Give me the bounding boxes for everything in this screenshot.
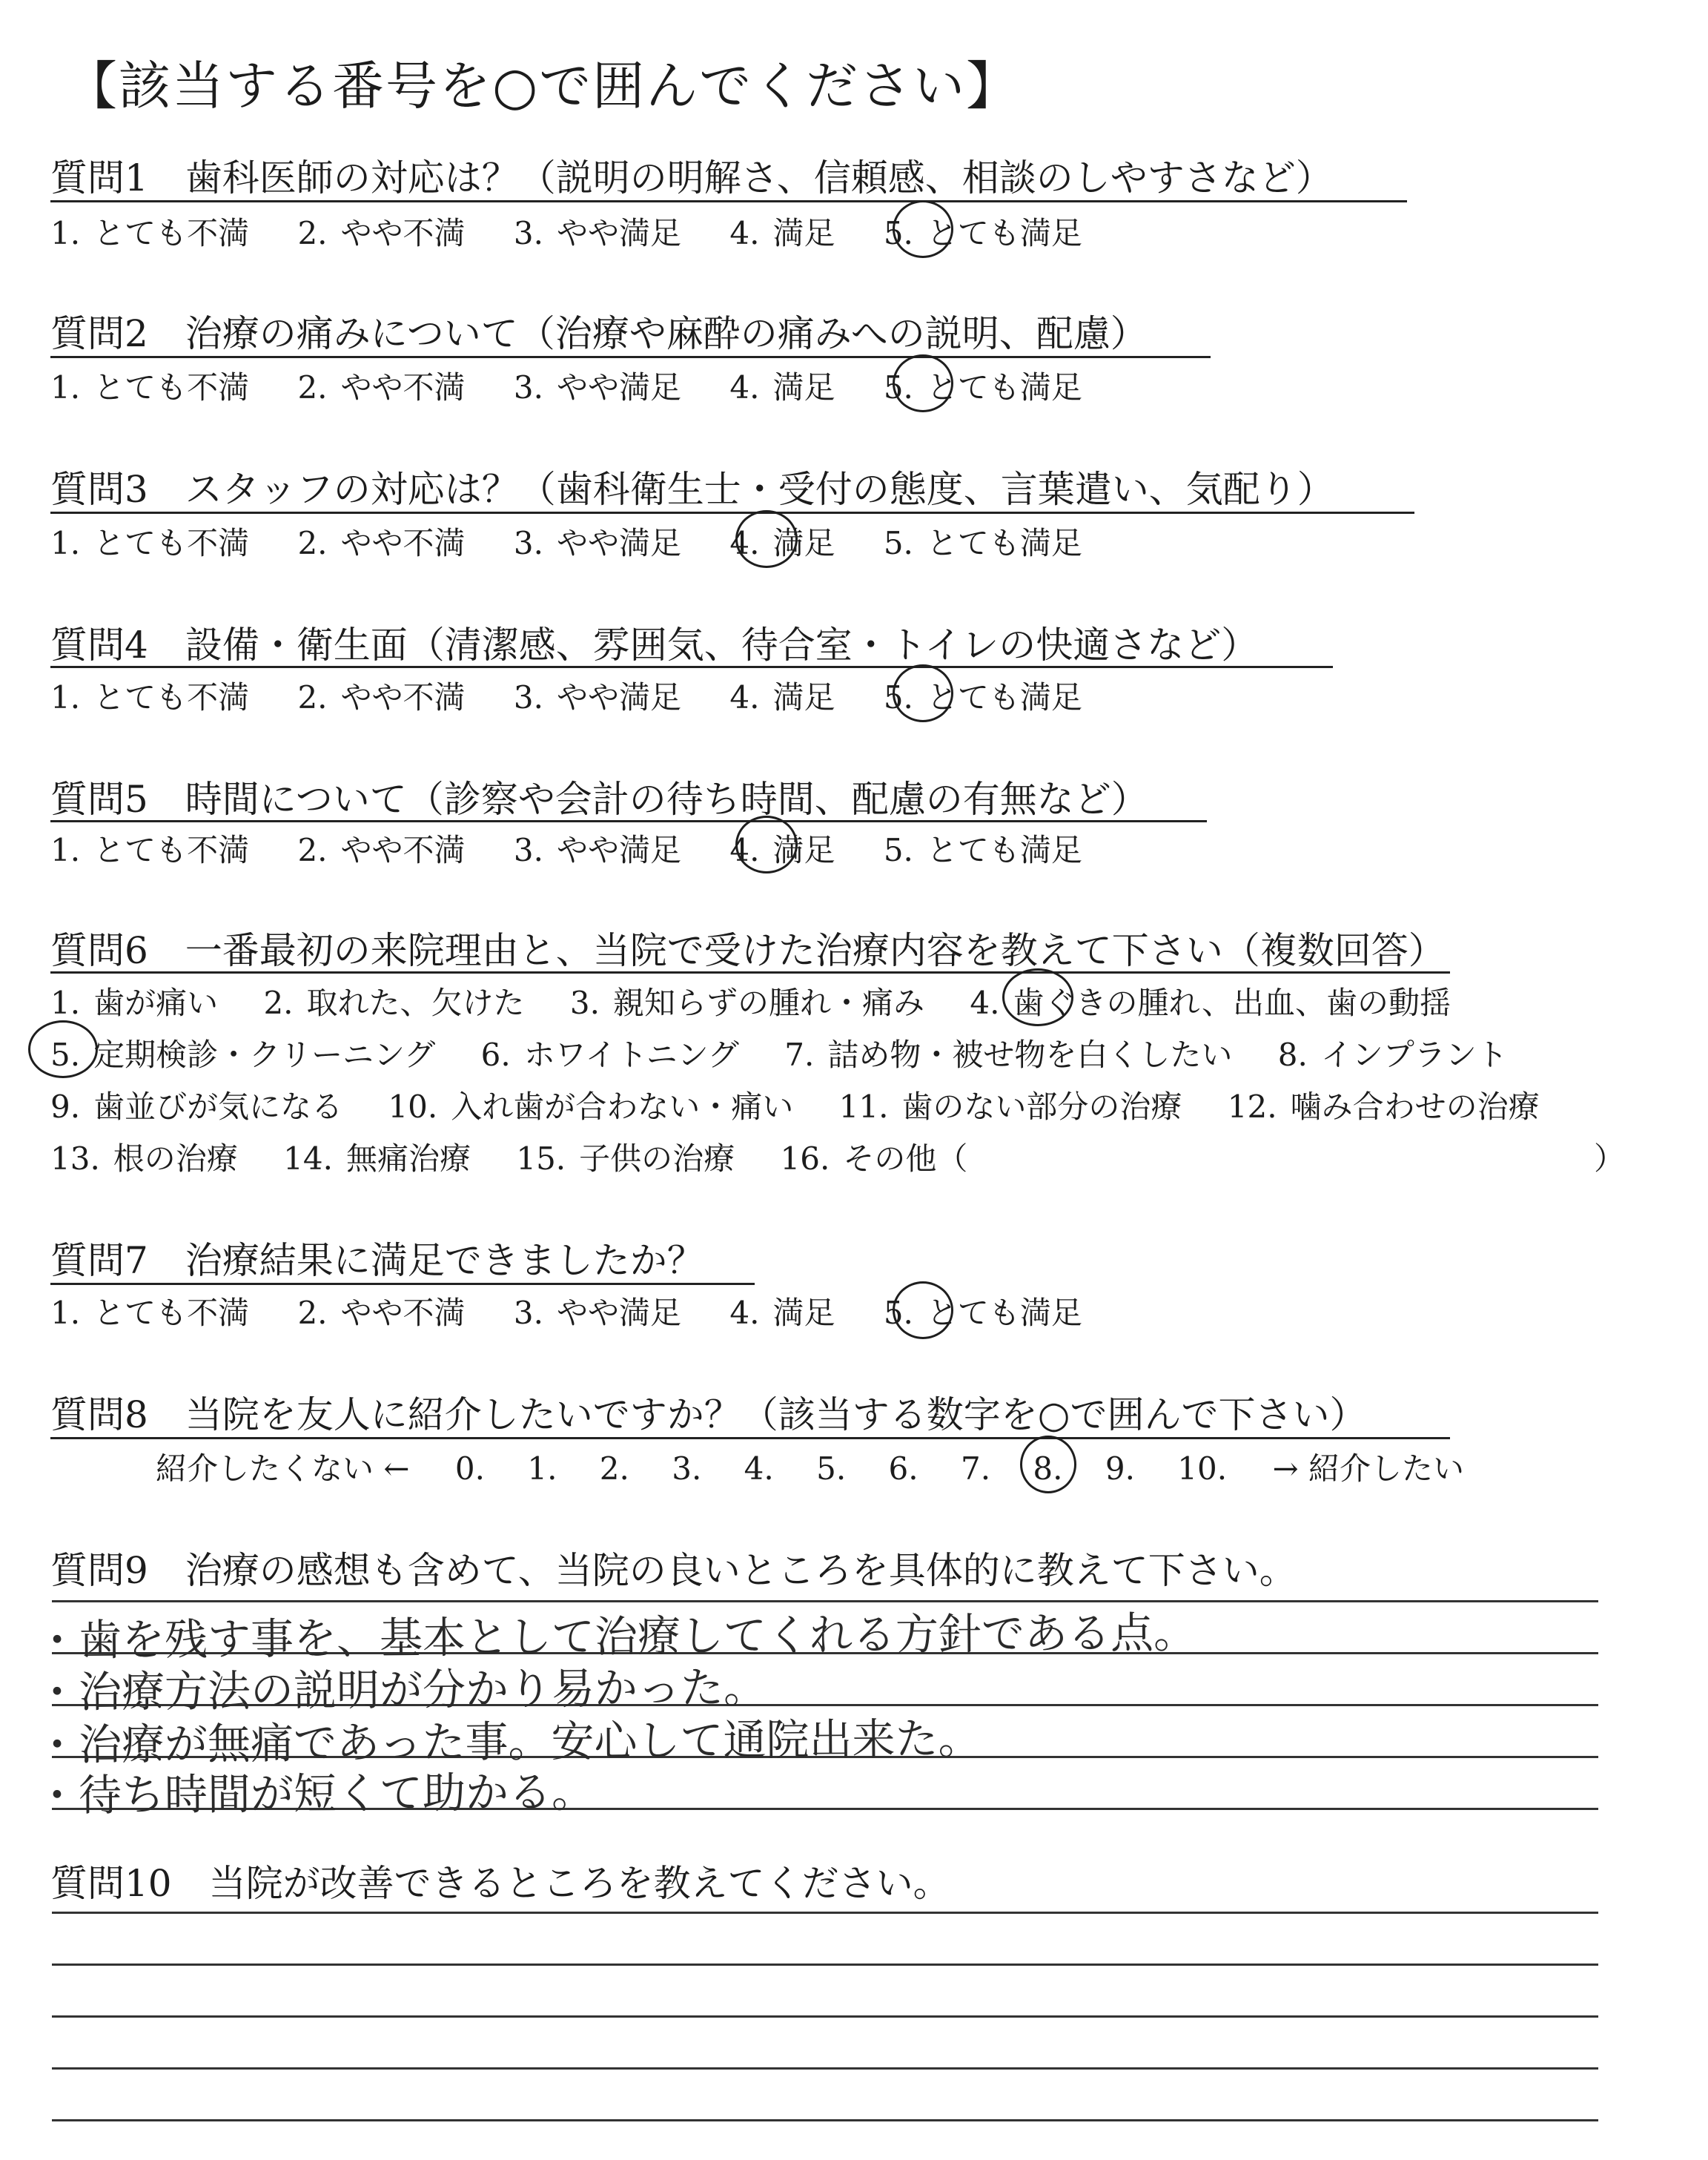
q7-opt4-num[interactable]: 4. — [729, 1295, 760, 1331]
q7-opt5-num[interactable]: 5. — [883, 1295, 913, 1331]
q6-opt7-num[interactable]: 7. — [784, 1037, 815, 1073]
q6-underline — [50, 971, 1450, 974]
q8-score-3[interactable]: 3. — [672, 1450, 702, 1487]
q6-opt16-label: その他（ — [843, 1140, 968, 1177]
q6-opt16-num[interactable]: 16. — [780, 1140, 830, 1177]
q5-opt5-label: とても満足 — [926, 832, 1082, 868]
q6-opt6-num[interactable]: 6. — [480, 1037, 511, 1073]
q6-selection-circle-5 — [28, 1020, 98, 1078]
q8-score-7[interactable]: 7. — [960, 1450, 991, 1487]
q2-opt4-label: 満足 — [772, 369, 835, 406]
q7-opt1-label: とても不満 — [93, 1295, 250, 1331]
q6-opt4-num[interactable]: 4. — [970, 985, 1000, 1021]
q7-selection-circle — [893, 1281, 953, 1339]
q3-opt3-num[interactable]: 3. — [513, 525, 543, 561]
q8-right-label: → 紹介したい — [1272, 1450, 1464, 1487]
q1-opt4-label: 満足 — [772, 215, 835, 251]
q10-answer-line-2[interactable] — [52, 1964, 1598, 1966]
q9-title: 質問9 治療の感想も含めて、当院の良いところを具体的に教えて下さい。 — [50, 1549, 1297, 1592]
q8-score-8[interactable]: 8. — [1033, 1450, 1063, 1487]
q3-underline — [50, 512, 1414, 514]
q6-opt12-label: 噛み合わせの治療 — [1290, 1089, 1540, 1125]
q2-opt1-label: とても不満 — [93, 369, 250, 406]
q1-selection-circle — [893, 200, 953, 258]
page-header: 【該当する番号を○で囲んでください】 — [65, 56, 1020, 116]
q6-row-1 — [50, 979, 1451, 1023]
q5-options — [50, 826, 1082, 871]
q6-row-3 — [50, 1083, 1540, 1127]
q4-opt4-num[interactable]: 4. — [729, 679, 760, 716]
q9-handwritten-answer-3: ・治療が無痛であった事。安心して通院出来た。 — [35, 1713, 982, 1771]
q6-opt11-label: 歯のない部分の治療 — [901, 1089, 1182, 1125]
q7-opt2-num[interactable]: 2. — [297, 1295, 328, 1331]
q4-title: 質問4 設備・衛生面（清潔感、雰囲気、待合室・トイレの快適さなど） — [50, 624, 1259, 667]
q4-underline — [50, 666, 1333, 668]
q4-opt5-num[interactable]: 5. — [883, 679, 913, 716]
q5-opt2-label: やや不満 — [340, 832, 466, 868]
q2-opt5-label: とても満足 — [926, 369, 1082, 406]
q7-opt5-label: とても満足 — [926, 1295, 1082, 1331]
q6-title: 質問6 一番最初の来院理由と、当院で受けた治療内容を教えて下さい（複数回答） — [50, 929, 1446, 972]
q6-opt8-label: インプラント — [1320, 1037, 1508, 1073]
q8-score-4[interactable]: 4. — [744, 1450, 774, 1487]
q6-row-4 — [50, 1135, 967, 1179]
q8-score-9[interactable]: 9. — [1105, 1450, 1135, 1487]
q6-opt1-label: 歯が痛い — [93, 985, 219, 1021]
q8-scale — [156, 1444, 1464, 1489]
q5-title: 質問5 時間について（診察や会計の待ち時間、配慮の有無など） — [50, 778, 1148, 821]
q8-underline — [50, 1437, 1450, 1439]
q5-opt3-label: やや満足 — [556, 832, 681, 868]
q6-opt9-label: 歯並びが気になる — [93, 1089, 343, 1125]
q6-opt14-num[interactable]: 14. — [283, 1140, 333, 1177]
q6-opt15-label: 子供の治療 — [579, 1140, 735, 1177]
q4-opt2-num[interactable]: 2. — [297, 679, 328, 716]
q1-opt2-label: やや不満 — [340, 215, 466, 251]
q6-opt13-num[interactable]: 13. — [50, 1140, 100, 1177]
q6-opt5-num[interactable]: 5. — [50, 1037, 81, 1073]
q6-opt3-label: 親知らずの腫れ・痛み — [612, 985, 924, 1021]
q6-opt8-num[interactable]: 8. — [1277, 1037, 1308, 1073]
q8-selection-circle — [1020, 1436, 1076, 1493]
q5-selection-circle — [735, 816, 798, 873]
q6-opt3-num[interactable]: 3. — [569, 985, 600, 1021]
q8-score-5[interactable]: 5. — [816, 1450, 847, 1487]
q8-left-label: 紹介したくない ← — [156, 1450, 410, 1487]
q6-opt11-num[interactable]: 11. — [838, 1089, 889, 1125]
q5-opt1-num[interactable]: 1. — [50, 832, 81, 868]
q7-opt3-num[interactable]: 3. — [513, 1295, 543, 1331]
q6-selection-circle-4 — [1002, 968, 1073, 1026]
q10-answer-line-1[interactable] — [52, 1912, 1598, 1914]
q9-handwritten-answer-2: ・治療方法の説明が分かり易かった。 — [35, 1662, 767, 1718]
q6-opt12-num[interactable]: 12. — [1227, 1089, 1277, 1125]
q2-title: 質問2 治療の痛みについて（治療や麻酔の痛みへの説明、配慮） — [50, 312, 1148, 355]
q1-opt4-num[interactable]: 4. — [729, 215, 760, 251]
q3-opt3-label: やや満足 — [556, 525, 681, 561]
q10-answer-line-3[interactable] — [52, 2015, 1598, 2018]
q1-opt2-num[interactable]: 2. — [297, 215, 328, 251]
q6-opt6-label: ホワイトニング — [523, 1037, 739, 1073]
q3-opt1-num[interactable]: 1. — [50, 525, 81, 561]
q7-underline — [50, 1283, 755, 1285]
q1-opt1-num[interactable]: 1. — [50, 215, 81, 251]
q9-handwritten-answer-1: ・歯を残す事を、基本として治療してくれる方針である点。 — [35, 1607, 1197, 1666]
q2-opt3-label: やや満足 — [556, 369, 681, 406]
q5-opt4-label: 満足 — [772, 832, 835, 868]
q1-opt5-label: とても満足 — [926, 215, 1082, 251]
q6-opt5-label: 定期検診・クリーニング — [93, 1037, 436, 1073]
q5-underline — [50, 820, 1207, 822]
q8-score-0[interactable]: 0. — [454, 1450, 485, 1487]
q2-opt5-num[interactable]: 5. — [883, 369, 913, 406]
q1-opt3-num[interactable]: 3. — [513, 215, 543, 251]
q5-opt5-num[interactable]: 5. — [883, 832, 913, 868]
q7-opt3-label: やや満足 — [556, 1295, 681, 1331]
q3-opt2-num[interactable]: 2. — [297, 525, 328, 561]
q5-opt1-label: とても不満 — [93, 832, 250, 868]
q6-row-2 — [50, 1031, 1508, 1075]
q4-opt2-label: やや不満 — [340, 679, 466, 716]
q8-title: 質問8 当院を友人に紹介したいですか？（該当する数字を○で囲んで下さい） — [50, 1393, 1367, 1436]
q6-opt4-label: 歯ぐきの腫れ、出血、歯の動揺 — [1013, 985, 1451, 1021]
q3-opt1-label: とても不満 — [93, 525, 250, 561]
q1-opt1-label: とても不満 — [93, 215, 250, 251]
q6-opt1-num[interactable]: 1. — [50, 985, 81, 1021]
q8-score-10[interactable]: 10. — [1177, 1450, 1228, 1487]
q4-opt4-label: 満足 — [772, 679, 835, 716]
q6-opt7-label: 詰め物・被せ物を白くしたい — [827, 1037, 1233, 1073]
q2-opt3-num[interactable]: 3. — [513, 369, 543, 406]
q6-opt13-label: 根の治療 — [113, 1140, 238, 1177]
q4-opt1-num[interactable]: 1. — [50, 679, 81, 716]
q6-other-close-paren: ） — [1594, 1140, 1626, 1177]
q7-opt1-num[interactable]: 1. — [50, 1295, 81, 1331]
q2-opt2-label: やや不満 — [340, 369, 466, 406]
q4-opt1-label: とても不満 — [93, 679, 250, 716]
q3-selection-circle — [735, 510, 798, 568]
q6-opt9-num[interactable]: 9. — [50, 1089, 81, 1125]
q2-selection-circle — [893, 354, 953, 412]
q1-opt5-num[interactable]: 5. — [883, 215, 913, 251]
q6-opt2-num[interactable]: 2. — [263, 985, 294, 1021]
q4-opt3-label: やや満足 — [556, 679, 681, 716]
q6-opt15-num[interactable]: 15. — [516, 1140, 566, 1177]
q7-title: 質問7 治療結果に満足できましたか？ — [50, 1239, 704, 1282]
q8-score-2[interactable]: 2. — [599, 1450, 629, 1487]
q6-opt14-label: 無痛治療 — [345, 1140, 471, 1177]
q6-opt10-num[interactable]: 10. — [388, 1089, 438, 1125]
q2-opt1-num[interactable]: 1. — [50, 369, 81, 406]
q3-opt4-num[interactable]: 4. — [729, 525, 760, 561]
q10-answer-line-4[interactable] — [52, 2067, 1598, 2070]
q7-opt4-label: 満足 — [772, 1295, 835, 1331]
q3-opt2-label: やや不満 — [340, 525, 466, 561]
q6-opt10-label: 入れ歯が合わない・痛い — [451, 1089, 794, 1125]
q5-opt2-num[interactable]: 2. — [297, 832, 328, 868]
q8-score-6[interactable]: 6. — [888, 1450, 918, 1487]
q3-opt5-num[interactable]: 5. — [883, 525, 913, 561]
q2-opt2-num[interactable]: 2. — [297, 369, 328, 406]
q3-opt4-label: 満足 — [772, 525, 835, 561]
q4-selection-circle — [893, 664, 953, 722]
q6-opt2-label: 取れた、欠けた — [306, 985, 525, 1021]
q1-opt3-label: やや満足 — [556, 215, 681, 251]
q4-opt3-num[interactable]: 3. — [513, 679, 543, 716]
q9-handwritten-answer-4: ・待ち時間が短くて助かる。 — [35, 1766, 595, 1821]
q5-opt3-num[interactable]: 3. — [513, 832, 543, 868]
q3-opt5-label: とても満足 — [926, 525, 1082, 561]
q5-opt4-num[interactable]: 4. — [729, 832, 760, 868]
q2-underline — [50, 356, 1211, 358]
q7-opt2-label: やや不満 — [340, 1295, 466, 1331]
q3-options — [50, 519, 1082, 564]
q10-answer-line-5[interactable] — [52, 2119, 1598, 2121]
q1-underline — [50, 200, 1407, 202]
q4-opt5-label: とても満足 — [926, 679, 1082, 716]
q1-title: 質問1 歯科医師の対応は？（説明の明解さ、信頼感、相談のしやすさなど） — [50, 156, 1333, 199]
q2-opt4-num[interactable]: 4. — [729, 369, 760, 406]
q8-score-1[interactable]: 1. — [527, 1450, 557, 1487]
q3-title: 質問3 スタッフの対応は？（歯科衛生士・受付の態度、言葉遣い、気配り） — [50, 468, 1334, 511]
q10-title: 質問10 当院が改善できるところを教えてください。 — [50, 1862, 950, 1905]
